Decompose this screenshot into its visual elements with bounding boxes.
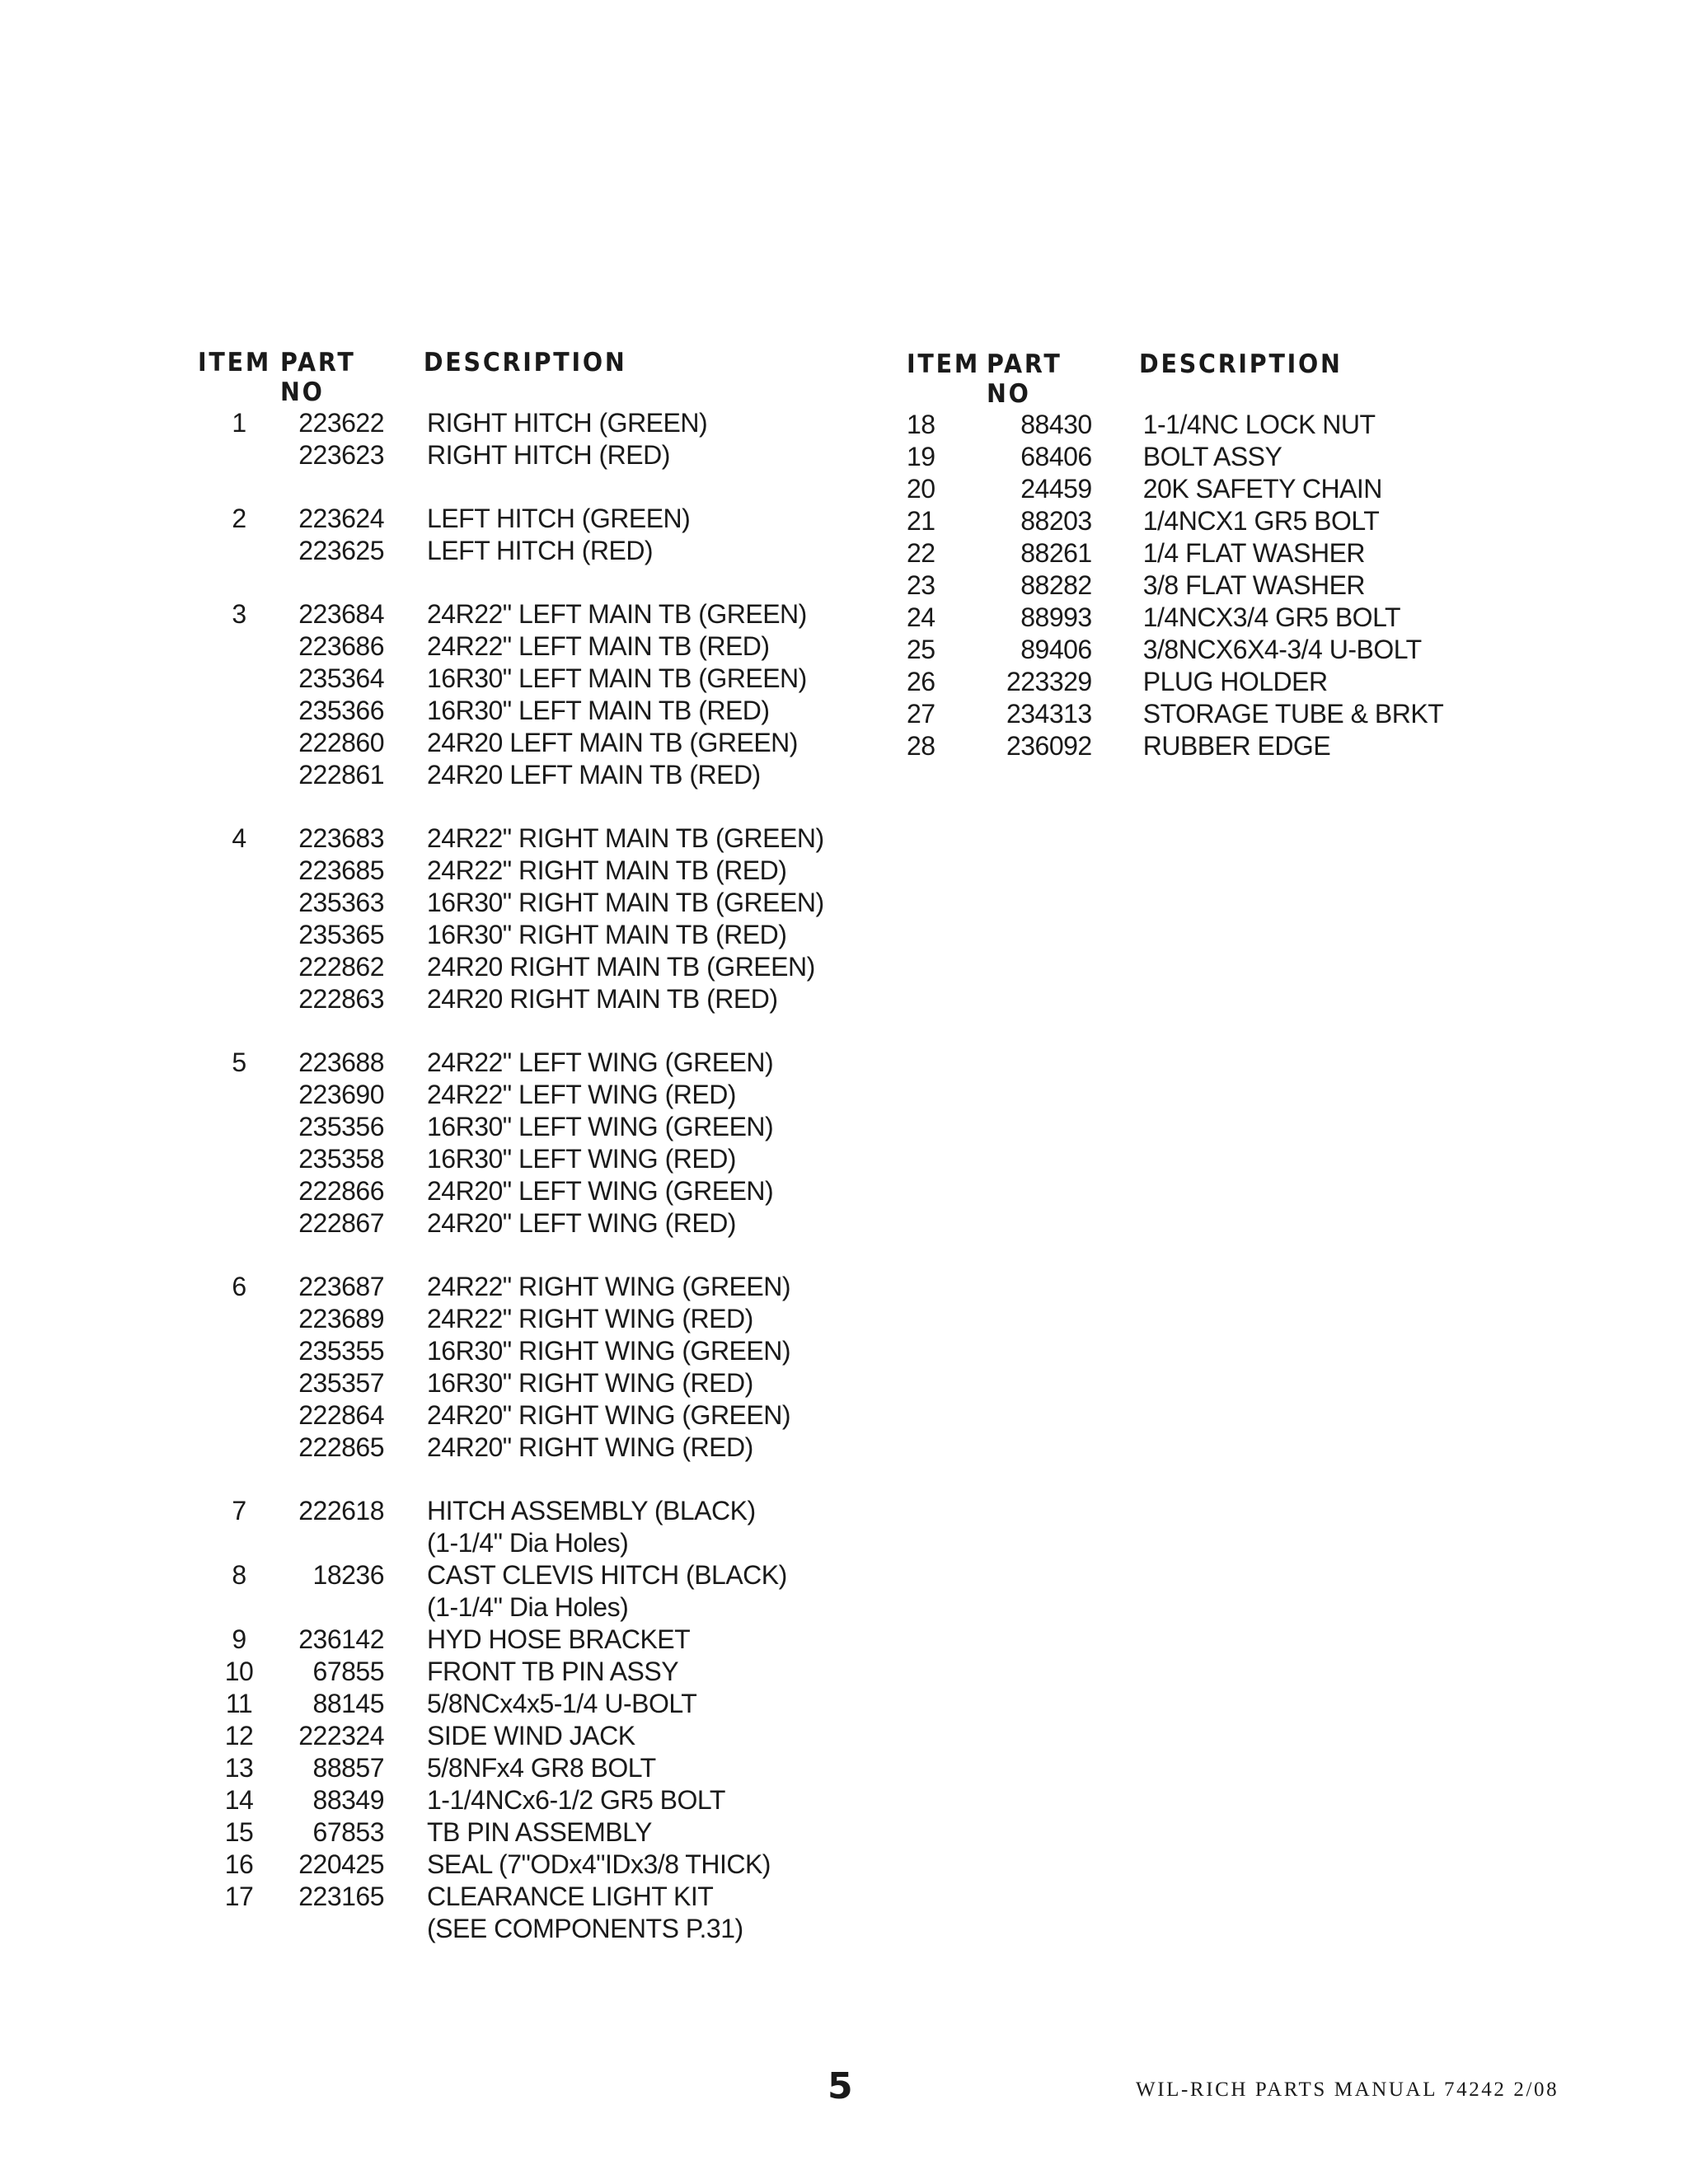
table-row [907, 441, 1443, 473]
part-description: PLUG HOLDER [1142, 667, 1328, 696]
part-number: 223685 [298, 855, 384, 885]
item-number [198, 695, 280, 727]
table-row [198, 1207, 824, 1240]
part-number: 222865 [298, 1432, 384, 1462]
part-description: LEFT HITCH (RED) [427, 536, 654, 565]
part-number: 88349 [312, 1785, 384, 1815]
part-description: 24R20" RIGHT WING (RED) [427, 1432, 753, 1462]
table-row [198, 663, 824, 695]
header-item: ITEM [907, 349, 980, 379]
item-number [198, 1527, 280, 1559]
item-number [198, 439, 280, 471]
parts-table-right [907, 349, 1443, 762]
part-number: 223329 [1006, 667, 1092, 696]
part-number [280, 1591, 384, 1624]
part-description: 5/8NCx4x5-1/4 U-BOLT [427, 1689, 697, 1718]
spacer-cell [198, 1015, 824, 1047]
part-number: 223689 [298, 1304, 384, 1333]
part-description: (1-1/4" Dia Holes) [427, 1528, 629, 1558]
parts-table-left [198, 348, 824, 1945]
part-description: 1-1/4NC LOCK NUT [1142, 410, 1376, 439]
part-description: 20K SAFETY CHAIN [1142, 474, 1382, 504]
table-row [198, 1432, 824, 1464]
spacer-row [198, 567, 824, 598]
part-number: 223690 [298, 1080, 384, 1109]
part-number: 67855 [312, 1657, 384, 1686]
table-row [198, 1784, 824, 1816]
part-number: 222864 [298, 1400, 384, 1430]
part-description: LEFT HITCH (GREEN) [427, 504, 691, 533]
part-number: 236092 [1006, 731, 1092, 761]
table-row [198, 1335, 824, 1367]
item-number: 18 [907, 410, 935, 439]
item-number [198, 1175, 280, 1207]
item-number: 3 [232, 599, 246, 629]
table-row [198, 1720, 824, 1752]
part-description: HYD HOSE BRACKET [427, 1624, 691, 1654]
item-number: 15 [224, 1817, 254, 1847]
table-row [907, 602, 1443, 634]
item-number [198, 1913, 280, 1945]
spacer-row [198, 471, 824, 503]
table-row [198, 1752, 824, 1784]
item-number: 10 [224, 1657, 254, 1686]
table-row [907, 569, 1443, 602]
part-number: 18236 [312, 1560, 384, 1590]
item-number [198, 535, 280, 567]
part-number: 89406 [1020, 635, 1092, 664]
part-description: 24R20 RIGHT MAIN TB (GREEN) [427, 952, 815, 982]
spacer-cell [198, 1464, 824, 1495]
item-number: 14 [224, 1785, 254, 1815]
table-row [198, 407, 824, 439]
item-number: 21 [907, 506, 935, 536]
table-row [907, 409, 1443, 441]
part-description: SIDE WIND JACK [427, 1721, 635, 1750]
part-description: 16R30" RIGHT WING (GREEN) [427, 1336, 790, 1366]
part-description: 24R22" LEFT MAIN TB (RED) [427, 631, 770, 661]
part-description: 16R30" RIGHT WING (RED) [427, 1368, 753, 1398]
table-row [198, 1111, 824, 1143]
item-number: 17 [224, 1882, 254, 1911]
item-number [198, 1591, 280, 1624]
item-number: 9 [232, 1624, 246, 1654]
item-number: 22 [907, 538, 935, 568]
part-number: 88145 [312, 1689, 384, 1718]
part-description: STORAGE TUBE & BRKT [1142, 699, 1444, 729]
table-row [198, 1143, 824, 1175]
part-description: 16R30" LEFT WING (RED) [427, 1144, 736, 1174]
header-description: DESCRIPTION [423, 348, 627, 377]
table-row [198, 1881, 824, 1913]
part-number: 235366 [298, 696, 384, 725]
part-number: 223686 [298, 631, 384, 661]
part-number: 222863 [298, 984, 384, 1014]
table-row [907, 634, 1443, 666]
part-number: 88857 [312, 1753, 384, 1783]
table-row [198, 727, 824, 759]
part-description: 16R30" LEFT WING (GREEN) [427, 1112, 774, 1141]
table-header-row [907, 349, 1443, 409]
table-row [198, 1271, 824, 1303]
table-row [198, 439, 824, 471]
table-row [198, 1367, 824, 1399]
part-description: (1-1/4" Dia Holes) [427, 1592, 629, 1622]
part-description: 24R22" RIGHT WING (RED) [427, 1304, 753, 1333]
part-description: 24R22" LEFT WING (RED) [427, 1080, 736, 1109]
part-number: 235357 [298, 1368, 384, 1398]
part-number: 24459 [1020, 474, 1092, 504]
header-description: DESCRIPTION [1138, 349, 1343, 379]
item-number [198, 983, 280, 1015]
item-number [198, 1111, 280, 1143]
part-description: 16R30" RIGHT MAIN TB (GREEN) [427, 888, 824, 917]
item-number [198, 1207, 280, 1240]
part-number: 88430 [1020, 410, 1092, 439]
part-number: 88993 [1020, 602, 1092, 632]
spacer-row [198, 1240, 824, 1271]
item-number [198, 1335, 280, 1367]
part-number: 235365 [298, 920, 384, 949]
item-number: 13 [224, 1753, 254, 1783]
part-number: 235364 [298, 663, 384, 693]
table-row [198, 951, 824, 983]
table-row [198, 1656, 824, 1688]
part-number: 235363 [298, 888, 384, 917]
part-description: 24R22" RIGHT MAIN TB (RED) [427, 855, 787, 885]
item-number [198, 1079, 280, 1111]
item-number: 16 [224, 1849, 254, 1879]
table-row [198, 823, 824, 855]
item-number [198, 1303, 280, 1335]
item-number: 26 [907, 667, 935, 696]
spacer-cell [198, 791, 824, 823]
part-number: 223687 [298, 1272, 384, 1301]
item-number: 1 [232, 408, 246, 438]
item-number: 27 [907, 699, 935, 729]
table-row [198, 598, 824, 630]
table-row [198, 1303, 824, 1335]
part-number: 235355 [298, 1336, 384, 1366]
part-description: BOLT ASSY [1142, 442, 1282, 471]
table-row [198, 1079, 824, 1111]
part-number: 88203 [1020, 506, 1092, 536]
part-description: 1/4 FLAT WASHER [1142, 538, 1366, 568]
table-row [198, 855, 824, 887]
table-row [198, 1175, 824, 1207]
parts-table-left-body [198, 407, 824, 1945]
part-description: 24R20" RIGHT WING (GREEN) [427, 1400, 790, 1430]
part-number: 222866 [298, 1176, 384, 1206]
item-number [198, 663, 280, 695]
header-item: ITEM [198, 348, 271, 377]
header-part-no: PART NO [280, 348, 356, 407]
part-number: 223623 [298, 440, 384, 470]
part-number: 222861 [298, 760, 384, 790]
part-number: 236142 [298, 1624, 384, 1654]
spacer-row [198, 791, 824, 823]
part-description: CLEARANCE LIGHT KIT [427, 1882, 714, 1911]
part-number: 223625 [298, 536, 384, 565]
table-row [907, 505, 1443, 537]
part-description: TB PIN ASSEMBLY [427, 1817, 652, 1847]
part-number: 67853 [312, 1817, 384, 1847]
part-description: 1/4NCX1 GR5 BOLT [1142, 506, 1380, 536]
part-description: CAST CLEVIS HITCH (BLACK) [427, 1560, 787, 1590]
table-header-row [198, 348, 824, 407]
part-number: 222618 [298, 1496, 384, 1526]
part-description: 24R22" LEFT MAIN TB (GREEN) [427, 599, 807, 629]
item-number [198, 1367, 280, 1399]
item-number [198, 1143, 280, 1175]
table-row [907, 537, 1443, 569]
parts-table-right-body [907, 409, 1443, 762]
part-description: 16R30" RIGHT MAIN TB (RED) [427, 920, 787, 949]
part-number [280, 1527, 384, 1559]
part-description: RIGHT HITCH (GREEN) [427, 408, 708, 438]
table-row [198, 1047, 824, 1079]
part-description: SEAL (7"ODx4"IDx3/8 THICK) [427, 1849, 771, 1879]
table-row [907, 473, 1443, 505]
table-row [198, 503, 824, 535]
table-row [198, 1399, 824, 1432]
item-number: 12 [224, 1721, 254, 1750]
part-description: HITCH ASSEMBLY (BLACK) [427, 1496, 756, 1526]
item-number [198, 630, 280, 663]
part-number: 222860 [298, 728, 384, 757]
part-description: 16R30" LEFT MAIN TB (RED) [427, 696, 770, 725]
item-number: 23 [907, 570, 935, 600]
page-number: 5 [828, 2065, 853, 2107]
part-description: 1-1/4NCx6-1/2 GR5 BOLT [427, 1785, 725, 1815]
part-number: 223683 [298, 823, 384, 853]
part-number: 223165 [298, 1882, 384, 1911]
header-part-no: PART NO [986, 349, 1062, 409]
table-row [198, 1591, 824, 1624]
table-row [198, 695, 824, 727]
table-row [198, 535, 824, 567]
part-number [280, 1913, 384, 1945]
part-number: 68406 [1020, 442, 1092, 471]
item-number: 6 [232, 1272, 246, 1301]
item-number: 7 [232, 1496, 246, 1526]
table-row [198, 887, 824, 919]
part-number: 88282 [1020, 570, 1092, 600]
spacer-cell [198, 567, 824, 598]
part-number: 234313 [1006, 699, 1092, 729]
item-number: 19 [907, 442, 935, 471]
part-description: 3/8NCX6X4-3/4 U-BOLT [1142, 635, 1422, 664]
part-number: 223624 [298, 504, 384, 533]
part-number: 235356 [298, 1112, 384, 1141]
part-description: 24R20" LEFT WING (GREEN) [427, 1176, 774, 1206]
part-number: 235358 [298, 1144, 384, 1174]
item-number: 20 [907, 474, 935, 504]
item-number [198, 759, 280, 791]
item-number: 24 [907, 602, 935, 632]
spacer-cell [198, 1240, 824, 1271]
table-row [198, 1913, 824, 1945]
item-number: 2 [232, 504, 246, 533]
spacer-row [198, 1464, 824, 1495]
part-number: 223688 [298, 1047, 384, 1077]
item-number [198, 887, 280, 919]
table-row [198, 983, 824, 1015]
table-row [198, 919, 824, 951]
part-number: 88261 [1020, 538, 1092, 568]
part-description: 3/8 FLAT WASHER [1142, 570, 1366, 600]
part-description: 24R20" LEFT WING (RED) [427, 1208, 736, 1238]
item-number: 5 [232, 1047, 246, 1077]
item-number: 8 [232, 1560, 246, 1590]
part-number: 222862 [298, 952, 384, 982]
spacer-row [198, 1015, 824, 1047]
part-description: 16R30" LEFT MAIN TB (GREEN) [427, 663, 807, 693]
item-number: 25 [907, 635, 935, 664]
item-number [198, 919, 280, 951]
table-row [198, 759, 824, 791]
manual-footer: WIL-RICH PARTS MANUAL 74242 2/08 [1136, 2079, 1559, 2101]
part-number: 223684 [298, 599, 384, 629]
item-number: 4 [232, 823, 246, 853]
spacer-cell [198, 471, 824, 503]
part-description: RIGHT HITCH (RED) [427, 440, 670, 470]
part-description: 1/4NCX3/4 GR5 BOLT [1142, 602, 1401, 632]
part-description: 24R22" RIGHT MAIN TB (GREEN) [427, 823, 824, 853]
part-description: 24R22" RIGHT WING (GREEN) [427, 1272, 790, 1301]
item-number [198, 951, 280, 983]
item-number [198, 1399, 280, 1432]
item-number [198, 727, 280, 759]
part-number: 222867 [298, 1208, 384, 1238]
part-number: 223622 [298, 408, 384, 438]
table-row [907, 698, 1443, 730]
item-number: 28 [907, 731, 935, 761]
table-row [198, 1849, 824, 1881]
table-row [198, 630, 824, 663]
table-row [198, 1495, 824, 1527]
part-number: 220425 [298, 1849, 384, 1879]
part-number: 222324 [298, 1721, 384, 1750]
part-description: 24R22" LEFT WING (GREEN) [427, 1047, 774, 1077]
item-number [198, 1432, 280, 1464]
table-row [198, 1688, 824, 1720]
part-description: FRONT TB PIN ASSY [427, 1657, 679, 1686]
table-row [907, 666, 1443, 698]
table-row [198, 1559, 824, 1591]
table-row [907, 730, 1443, 762]
table-row [198, 1527, 824, 1559]
item-number: 11 [225, 1689, 253, 1718]
item-number [198, 855, 280, 887]
part-description: 24R20 LEFT MAIN TB (GREEN) [427, 728, 798, 757]
table-row [198, 1816, 824, 1849]
part-description: RUBBER EDGE [1142, 731, 1331, 761]
part-description: 24R20 LEFT MAIN TB (RED) [427, 760, 761, 790]
table-row [198, 1624, 824, 1656]
part-description: 24R20 RIGHT MAIN TB (RED) [427, 984, 778, 1014]
part-description: (SEE COMPONENTS P.31) [427, 1914, 743, 1943]
part-description: 5/8NFx4 GR8 BOLT [427, 1753, 656, 1783]
